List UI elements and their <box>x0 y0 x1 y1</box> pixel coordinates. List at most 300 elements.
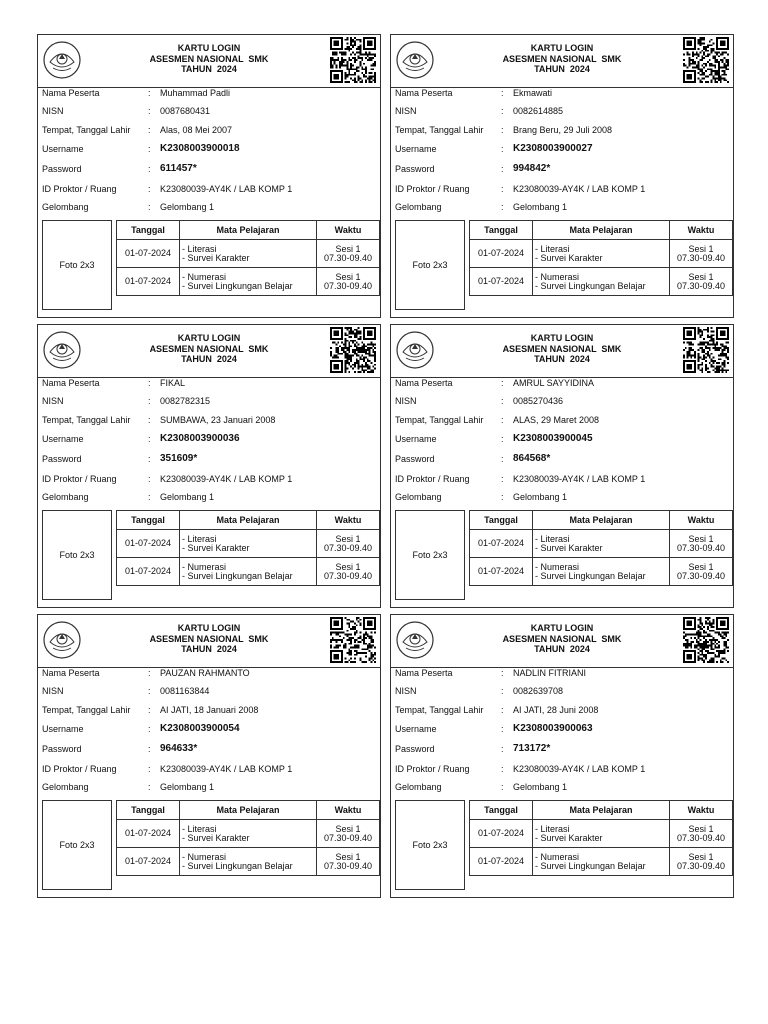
field-label: Nama Peserta <box>42 668 100 678</box>
card-title <box>88 623 330 655</box>
cell-mata-pelajaran <box>180 558 317 586</box>
photo-placeholder <box>42 800 112 890</box>
subject-line: - Literasi <box>182 823 217 834</box>
col-header-waktu: Waktu <box>670 801 733 820</box>
col-header-tanggal: Tanggal <box>470 221 533 240</box>
field-label: ID Proktor / Ruang <box>42 184 117 194</box>
field-colon: : <box>501 705 504 715</box>
cell-waktu <box>317 530 380 558</box>
qr-code-icon <box>683 327 729 373</box>
qr-code-icon <box>330 37 376 83</box>
photo-placeholder <box>42 510 112 600</box>
field-label: Tempat, Tanggal Lahir <box>42 705 131 715</box>
field-value-proktor: K23080039-AY4K / LAB KOMP 1 <box>160 184 293 194</box>
field-colon: : <box>501 415 504 425</box>
col-header-tanggal: Tanggal <box>117 511 180 530</box>
cell-waktu <box>670 240 733 268</box>
field-value-nisn: 0081163844 <box>160 686 210 696</box>
subject-line: - Survei Karakter <box>182 542 250 553</box>
col-header-waktu: Waktu <box>670 221 733 240</box>
qr-code-icon <box>683 37 729 83</box>
subject-line: - Survei Lingkungan Belajar <box>182 570 293 581</box>
field-colon: : <box>148 744 151 754</box>
field-colon: : <box>501 782 504 792</box>
card-title-line: KARTU LOGIN <box>177 333 241 343</box>
field-label: NISN <box>395 106 417 116</box>
field-value-nisn: 0085270436 <box>513 396 564 406</box>
field-label: ID Proktor / Ruang <box>395 764 470 774</box>
field-label: NISN <box>42 106 64 116</box>
schedule-table <box>116 220 380 296</box>
session-label: Sesi 1 <box>335 823 361 834</box>
field-label: NISN <box>395 686 417 696</box>
col-header-mata-pelajaran: Mata Pelajaran <box>533 801 670 820</box>
cell-tanggal: 01-07-2024 <box>117 530 180 558</box>
field-value-username: K2308003900018 <box>160 143 240 154</box>
field-label: Username <box>395 724 437 734</box>
field-label: Password <box>395 164 435 174</box>
subject-line: - Survei Karakter <box>182 832 250 843</box>
field-value-nama: NADLIN FITRIANI <box>513 668 587 678</box>
field-label: Username <box>395 144 437 154</box>
field-label: Nama Peserta <box>42 378 100 388</box>
card-header <box>391 325 733 378</box>
field-colon: : <box>501 378 504 388</box>
subject-line: - Survei Lingkungan Belajar <box>182 860 293 871</box>
tut-wuri-handayani-logo-icon <box>395 330 435 370</box>
qr-code-icon <box>683 617 729 663</box>
table-row <box>470 530 733 558</box>
cell-waktu <box>317 820 380 848</box>
cell-waktu <box>670 558 733 586</box>
cell-tanggal: 01-07-2024 <box>470 240 533 268</box>
field-value-password: 964633* <box>160 743 198 754</box>
subject-line: - Survei Lingkungan Belajar <box>535 570 646 581</box>
table-row <box>117 240 380 268</box>
field-colon: : <box>501 125 504 135</box>
subject-line: - Numerasi <box>535 271 580 282</box>
card-title-line: TAHUN 2024 <box>534 64 590 74</box>
photo-label: Foto 2x3 <box>412 840 448 850</box>
card-header <box>38 35 380 88</box>
field-colon: : <box>148 164 151 174</box>
cell-waktu <box>317 240 380 268</box>
field-label: Tempat, Tanggal Lahir <box>395 705 484 715</box>
cell-waktu <box>317 268 380 296</box>
table-row <box>470 848 733 876</box>
cell-mata-pelajaran <box>533 240 670 268</box>
session-label: Sesi 1 <box>688 243 714 254</box>
field-value-username: K2308003900054 <box>160 723 240 734</box>
session-label: Sesi 1 <box>335 851 361 862</box>
cell-mata-pelajaran <box>533 268 670 296</box>
cell-waktu <box>670 530 733 558</box>
tut-wuri-handayani-logo-icon <box>395 40 435 80</box>
field-value-nama: FIKAL <box>160 378 186 388</box>
session-label: Sesi 1 <box>688 533 714 544</box>
photo-placeholder <box>395 220 465 310</box>
field-colon: : <box>148 492 151 502</box>
cell-waktu <box>670 268 733 296</box>
field-label: Nama Peserta <box>395 88 453 98</box>
field-colon: : <box>501 184 504 194</box>
subject-line: - Literasi <box>182 243 217 254</box>
card-header <box>391 35 733 88</box>
field-label: Tempat, Tanggal Lahir <box>395 125 484 135</box>
col-header-tanggal: Tanggal <box>117 801 180 820</box>
field-value-proktor: K23080039-AY4K / LAB KOMP 1 <box>160 474 293 484</box>
field-value-nama: PAUZAN RAHMANTO <box>160 668 250 678</box>
field-colon: : <box>148 686 151 696</box>
field-value-nisn: 0087680431 <box>160 106 211 116</box>
field-value-password: 994842* <box>513 163 551 174</box>
field-value-gelombang: Gelombang 1 <box>513 202 568 212</box>
field-label: Tempat, Tanggal Lahir <box>395 415 484 425</box>
cell-tanggal: 01-07-2024 <box>117 558 180 586</box>
cell-waktu <box>670 820 733 848</box>
field-label: Tempat, Tanggal Lahir <box>42 125 131 135</box>
field-colon: : <box>148 454 151 464</box>
cell-mata-pelajaran <box>180 240 317 268</box>
col-header-waktu: Waktu <box>317 801 380 820</box>
table-row <box>470 558 733 586</box>
field-value-gelombang: Gelombang 1 <box>513 492 568 502</box>
card-title-line: KARTU LOGIN <box>530 333 594 343</box>
col-header-mata-pelajaran: Mata Pelajaran <box>180 801 317 820</box>
field-label: Username <box>42 144 84 154</box>
session-label: Sesi 1 <box>335 243 361 254</box>
login-card <box>390 614 734 898</box>
session-label: Sesi 1 <box>688 271 714 282</box>
photo-label: Foto 2x3 <box>59 550 95 560</box>
table-row <box>470 240 733 268</box>
field-colon: : <box>501 434 504 444</box>
login-card <box>390 324 734 608</box>
card-title-line: KARTU LOGIN <box>530 623 594 633</box>
cell-tanggal: 01-07-2024 <box>117 820 180 848</box>
col-header-mata-pelajaran: Mata Pelajaran <box>533 511 670 530</box>
field-value-nama: AMRUL SAYYIDINA <box>513 378 595 388</box>
cell-tanggal: 01-07-2024 <box>117 240 180 268</box>
field-colon: : <box>148 378 151 388</box>
login-card <box>37 34 381 318</box>
field-label: NISN <box>395 396 417 406</box>
session-label: Sesi 1 <box>335 271 361 282</box>
field-value-ttl: AI JATI, 28 Juni 2008 <box>513 705 599 715</box>
card-title-line: TAHUN 2024 <box>181 354 237 364</box>
photo-label: Foto 2x3 <box>59 260 95 270</box>
tut-wuri-handayani-logo-icon <box>395 620 435 660</box>
subject-line: - Survei Lingkungan Belajar <box>182 280 293 291</box>
cell-waktu <box>670 848 733 876</box>
field-value-ttl: ALAS, 29 Maret 2008 <box>513 415 600 425</box>
field-colon: : <box>148 88 151 98</box>
login-card <box>37 324 381 608</box>
card-title-line: TAHUN 2024 <box>534 354 590 364</box>
field-label: Gelombang <box>42 202 89 212</box>
field-label: ID Proktor / Ruang <box>395 184 470 194</box>
cell-waktu <box>317 848 380 876</box>
subject-line: - Numerasi <box>535 851 580 862</box>
field-colon: : <box>501 106 504 116</box>
card-header <box>38 615 380 668</box>
field-colon: : <box>501 454 504 464</box>
col-header-waktu: Waktu <box>670 511 733 530</box>
field-colon: : <box>501 744 504 754</box>
cell-mata-pelajaran <box>180 820 317 848</box>
session-time: 07.30-09.40 <box>676 570 726 581</box>
card-title-line: ASESMEN NASIONAL SMK <box>502 343 622 354</box>
cell-tanggal: 01-07-2024 <box>470 558 533 586</box>
field-colon: : <box>148 434 151 444</box>
photo-label: Foto 2x3 <box>412 550 448 560</box>
field-label: Nama Peserta <box>42 88 100 98</box>
field-colon: : <box>148 668 151 678</box>
field-value-gelombang: Gelombang 1 <box>160 782 215 792</box>
card-title-line: TAHUN 2024 <box>181 644 237 654</box>
tut-wuri-handayani-logo-icon <box>42 620 82 660</box>
field-value-nama: Muhammad Padli <box>160 88 231 98</box>
session-time: 07.30-09.40 <box>323 832 373 843</box>
field-colon: : <box>501 724 504 734</box>
col-header-mata-pelajaran: Mata Pelajaran <box>180 221 317 240</box>
field-value-nisn: 0082614885 <box>513 106 564 116</box>
cell-mata-pelajaran <box>180 848 317 876</box>
field-colon: : <box>148 144 151 154</box>
table-row <box>117 558 380 586</box>
session-label: Sesi 1 <box>335 533 361 544</box>
col-header-tanggal: Tanggal <box>117 221 180 240</box>
cell-mata-pelajaran <box>533 558 670 586</box>
card-title-line: ASESMEN NASIONAL SMK <box>502 53 622 64</box>
session-time: 07.30-09.40 <box>323 570 373 581</box>
col-header-waktu: Waktu <box>317 221 380 240</box>
field-label: Gelombang <box>395 202 442 212</box>
cell-tanggal: 01-07-2024 <box>470 848 533 876</box>
session-time: 07.30-09.40 <box>676 280 726 291</box>
qr-code-icon <box>330 327 376 373</box>
login-card <box>390 34 734 318</box>
table-row <box>117 268 380 296</box>
field-colon: : <box>501 668 504 678</box>
field-colon: : <box>501 764 504 774</box>
session-time: 07.30-09.40 <box>676 252 726 263</box>
field-label: Password <box>395 744 435 754</box>
field-value-proktor: K23080039-AY4K / LAB KOMP 1 <box>513 764 646 774</box>
field-colon: : <box>148 764 151 774</box>
card-title-line: ASESMEN NASIONAL SMK <box>149 53 269 64</box>
col-header-waktu: Waktu <box>317 511 380 530</box>
field-label: Nama Peserta <box>395 378 453 388</box>
card-title-line: ASESMEN NASIONAL SMK <box>149 343 269 354</box>
session-label: Sesi 1 <box>688 851 714 862</box>
login-card <box>37 614 381 898</box>
photo-label: Foto 2x3 <box>412 260 448 270</box>
field-label: Password <box>42 454 82 464</box>
field-label: Tempat, Tanggal Lahir <box>42 415 131 425</box>
subject-line: - Literasi <box>535 823 570 834</box>
col-header-mata-pelajaran: Mata Pelajaran <box>533 221 670 240</box>
subject-line: - Literasi <box>182 533 217 544</box>
field-colon: : <box>148 106 151 116</box>
field-value-proktor: K23080039-AY4K / LAB KOMP 1 <box>160 764 293 774</box>
subject-line: - Literasi <box>535 533 570 544</box>
field-colon: : <box>501 202 504 212</box>
field-value-username: K2308003900027 <box>513 143 593 154</box>
card-header <box>38 325 380 378</box>
subject-line: - Survei Karakter <box>535 252 603 263</box>
field-label: NISN <box>42 396 64 406</box>
field-colon: : <box>148 705 151 715</box>
field-colon: : <box>148 184 151 194</box>
session-label: Sesi 1 <box>335 561 361 572</box>
card-title <box>441 333 683 365</box>
cell-mata-pelajaran <box>180 530 317 558</box>
subject-line: - Numerasi <box>182 561 227 572</box>
table-row <box>117 530 380 558</box>
tut-wuri-handayani-logo-icon <box>42 330 82 370</box>
field-label: Username <box>42 724 84 734</box>
card-title-line: ASESMEN NASIONAL SMK <box>149 633 269 644</box>
field-value-ttl: SUMBAWA, 23 Januari 2008 <box>160 415 276 425</box>
subject-line: - Numerasi <box>535 561 580 572</box>
field-value-gelombang: Gelombang 1 <box>513 782 568 792</box>
field-label: Gelombang <box>42 782 89 792</box>
schedule-table <box>469 510 733 586</box>
cell-tanggal: 01-07-2024 <box>470 820 533 848</box>
session-time: 07.30-09.40 <box>323 252 373 263</box>
subject-line: - Survei Karakter <box>535 832 603 843</box>
card-title-line: KARTU LOGIN <box>530 43 594 53</box>
qr-code-icon <box>330 617 376 663</box>
field-label: NISN <box>42 686 64 696</box>
field-value-ttl: Alas, 08 Mei 2007 <box>160 125 233 135</box>
card-title-line: ASESMEN NASIONAL SMK <box>502 633 622 644</box>
schedule-table <box>116 800 380 876</box>
session-time: 07.30-09.40 <box>323 860 373 871</box>
subject-line: - Survei Lingkungan Belajar <box>535 860 646 871</box>
col-header-mata-pelajaran: Mata Pelajaran <box>180 511 317 530</box>
field-value-gelombang: Gelombang 1 <box>160 492 215 502</box>
field-value-password: 351609* <box>160 453 198 464</box>
field-label: ID Proktor / Ruang <box>42 474 117 484</box>
session-time: 07.30-09.40 <box>323 542 373 553</box>
field-colon: : <box>148 724 151 734</box>
field-value-proktor: K23080039-AY4K / LAB KOMP 1 <box>513 474 646 484</box>
field-colon: : <box>148 415 151 425</box>
session-time: 07.30-09.40 <box>323 280 373 291</box>
card-title-line: TAHUN 2024 <box>181 64 237 74</box>
subject-line: - Survei Karakter <box>182 252 250 263</box>
field-colon: : <box>501 144 504 154</box>
cell-waktu <box>317 558 380 586</box>
field-colon: : <box>148 396 151 406</box>
schedule-table <box>469 800 733 876</box>
field-colon: : <box>148 125 151 135</box>
field-label: Gelombang <box>42 492 89 502</box>
field-label: Password <box>42 744 82 754</box>
subject-line: - Numerasi <box>182 851 227 862</box>
field-label: Password <box>42 164 82 174</box>
card-title <box>441 623 683 655</box>
table-row <box>470 268 733 296</box>
field-value-password: 864568* <box>513 453 551 464</box>
field-colon: : <box>501 492 504 502</box>
field-value-ttl: Brang Beru, 29 Juli 2008 <box>513 125 613 135</box>
cell-mata-pelajaran <box>180 268 317 296</box>
cell-tanggal: 01-07-2024 <box>470 268 533 296</box>
subject-line: - Numerasi <box>182 271 227 282</box>
field-label: Nama Peserta <box>395 668 453 678</box>
card-title-line: KARTU LOGIN <box>177 43 241 53</box>
field-colon: : <box>501 474 504 484</box>
table-row <box>117 848 380 876</box>
subject-line: - Literasi <box>535 243 570 254</box>
photo-placeholder <box>395 800 465 890</box>
field-value-ttl: AI JATI, 18 Januari 2008 <box>160 705 259 715</box>
photo-placeholder <box>42 220 112 310</box>
schedule-table <box>469 220 733 296</box>
card-title <box>88 333 330 365</box>
card-title <box>441 43 683 75</box>
session-time: 07.30-09.40 <box>676 542 726 553</box>
card-title-line: KARTU LOGIN <box>177 623 241 633</box>
session-label: Sesi 1 <box>688 823 714 834</box>
field-value-password: 611457* <box>160 163 197 174</box>
field-value-nisn: 0082639708 <box>513 686 564 696</box>
cell-mata-pelajaran <box>533 530 670 558</box>
field-colon: : <box>148 474 151 484</box>
subject-line: - Survei Karakter <box>535 542 603 553</box>
field-value-username: K2308003900063 <box>513 723 593 734</box>
table-row <box>117 820 380 848</box>
cell-mata-pelajaran <box>533 848 670 876</box>
field-value-nama: Ekmawati <box>513 88 553 98</box>
field-label: ID Proktor / Ruang <box>42 764 117 774</box>
field-colon: : <box>148 202 151 212</box>
schedule-table <box>116 510 380 586</box>
field-value-username: K2308003900036 <box>160 433 240 444</box>
cell-tanggal: 01-07-2024 <box>117 268 180 296</box>
field-value-username: K2308003900045 <box>513 433 593 444</box>
session-label: Sesi 1 <box>688 561 714 572</box>
cell-tanggal: 01-07-2024 <box>117 848 180 876</box>
field-value-password: 713172* <box>513 743 551 754</box>
tut-wuri-handayani-logo-icon <box>42 40 82 80</box>
photo-placeholder <box>395 510 465 600</box>
field-colon: : <box>501 396 504 406</box>
session-time: 07.30-09.40 <box>676 860 726 871</box>
field-label: Gelombang <box>395 492 442 502</box>
subject-line: - Survei Lingkungan Belajar <box>535 280 646 291</box>
col-header-tanggal: Tanggal <box>470 801 533 820</box>
field-colon: : <box>501 686 504 696</box>
field-label: Password <box>395 454 435 464</box>
session-time: 07.30-09.40 <box>676 832 726 843</box>
cell-mata-pelajaran <box>533 820 670 848</box>
field-value-nisn: 0082782315 <box>160 396 211 406</box>
field-label: Username <box>395 434 437 444</box>
card-title-line: TAHUN 2024 <box>534 644 590 654</box>
cell-tanggal: 01-07-2024 <box>470 530 533 558</box>
col-header-tanggal: Tanggal <box>470 511 533 530</box>
field-colon: : <box>501 164 504 174</box>
field-label: ID Proktor / Ruang <box>395 474 470 484</box>
photo-label: Foto 2x3 <box>59 840 95 850</box>
table-row <box>470 820 733 848</box>
field-label: Gelombang <box>395 782 442 792</box>
field-colon: : <box>148 782 151 792</box>
